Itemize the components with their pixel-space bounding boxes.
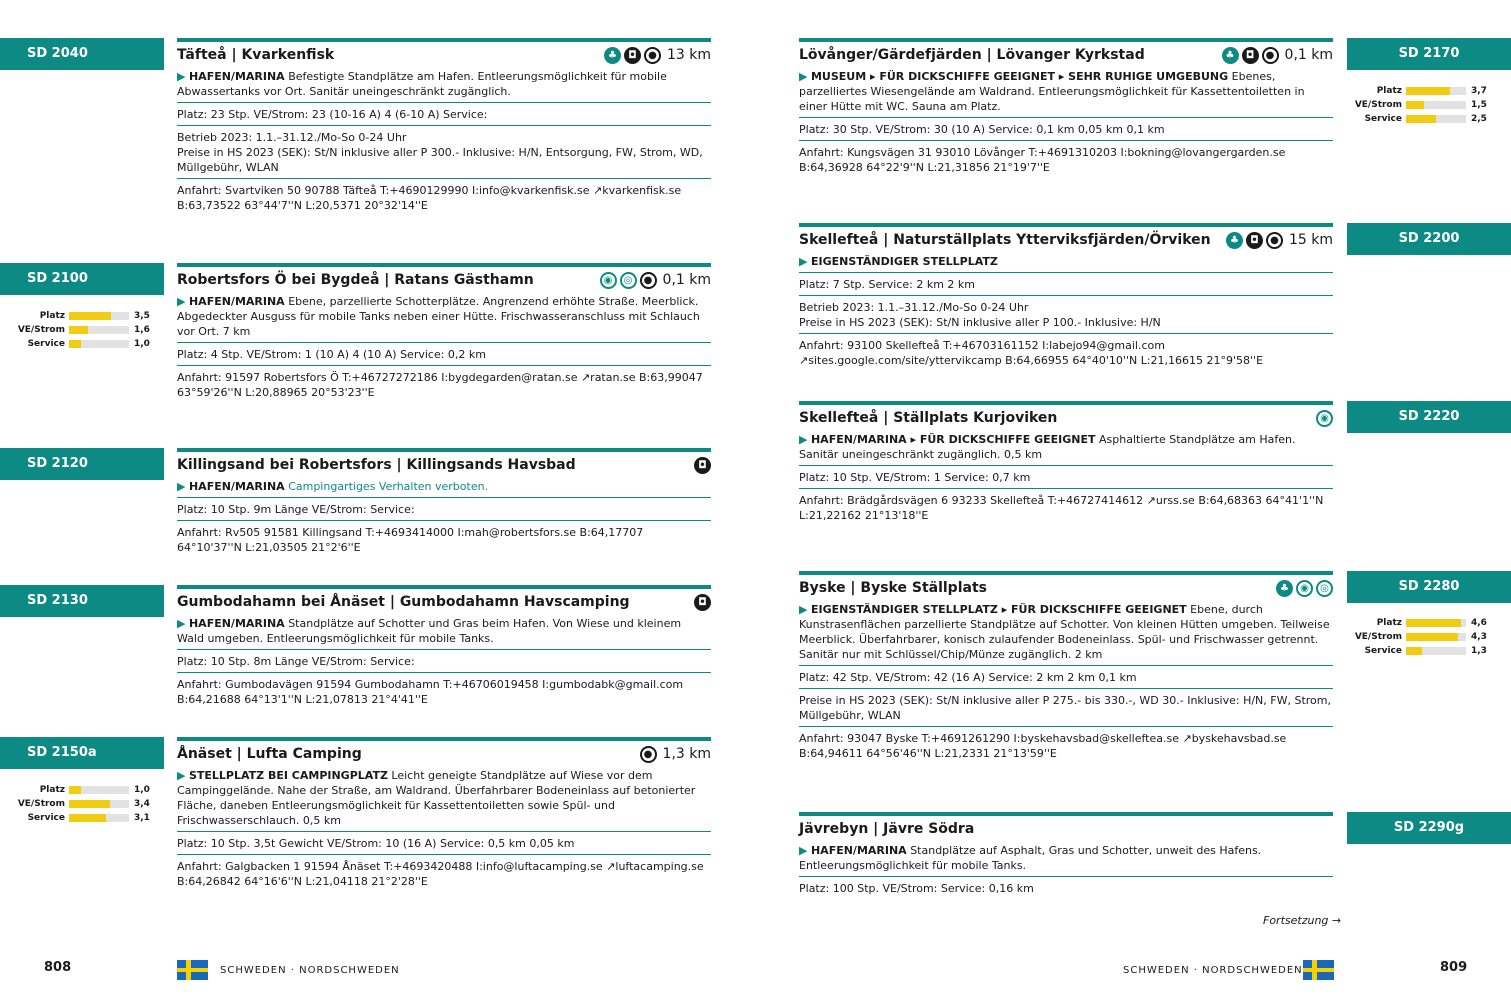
rating-fill [1406,115,1436,123]
entry-sd2220: Skellefteå | Ställplats Kurjoviken ◉ ▶ HAFEN/MARINA ▸ FÜR DICKSCHIFFE GEEIGNET Asphaltierte Standplätze am Hafen. Sanitär uneingeschränkt zugänglich. 0,5 km Platz: 10 Stp. VE/Strom: 1 Service: 0,7 km Anfahrt: Brädgårdsvägen 6 93233 Skellefteå T:+46727414612 ↗urss.se B:64,68363 64°41'1''N L:21,22162 21°13'18''E [799,401,1333,526]
leaf-icon: ♣ [1226,232,1243,249]
entry-anfahrt: Anfahrt: Galgbacken 1 91594 Ånäset T:+4693420488 I:info@luftacamping.se ↗luftacamping.se B:64,26842 64°16'6''N L:21,04118 21°2'28''E [177,860,704,888]
site-code: SD 2280 [1347,571,1511,603]
entry-platz: Platz: 42 Stp. VE/Strom: 42 (16 A) Service: 2 km 2 km 0,1 km [799,671,1137,684]
rating-value: 1,0 [134,785,150,795]
entry-description: Ebene, parzellierte Schotterplätze. Angrenzend erhöhte Straße. Meerblick. Abgedeckter Ausguss für mobile Tanks neben einer Hütte. Frischwasseranschluss mit Schlauch vor Ort. 7 km [177,295,700,338]
footer-left: SCHWEDEN · NORDSCHWEDEN [220,965,400,976]
entry-tags: HAFEN/MARINA ▸ FÜR DICKSCHIFFE GEEIGNET [810,433,1096,446]
rating-label: Service [27,339,65,349]
rating-fill [69,312,111,320]
entry-title: Skellefteå | Naturställplats Ytterviksfjärden/Örviken [799,232,1211,248]
entry-anfahrt: Anfahrt: Brädgårdsvägen 6 93233 Skellefteå T:+46727414612 ↗urss.se B:64,68363 64°41'1''N L:21,22162 21°13'18''E [799,494,1324,522]
site-code: SD 2120 [0,448,164,480]
entry-tags: HAFEN/MARINA [188,480,285,493]
rating-fill [69,800,110,808]
rating-label: Service [1364,114,1402,124]
leaf-icon: ♣ [1222,47,1239,64]
entry-anfahrt: Anfahrt: Rv505 91581 Killingsand T:+4693414000 I:mah@robertsfors.se B:64,17707 64°10'37''N L:21,03505 21°2'6''E [177,526,644,554]
entry-tags: EIGENSTÄNDIGER STELLPLATZ ▸ FÜR DICKSCHIFFE GEEIGNET [810,603,1187,616]
site-code: SD 2040 [0,38,164,70]
campervan-icon: ◘ [1246,232,1263,249]
rating-fill [1406,87,1450,95]
sweden-flag-icon [1303,960,1334,980]
page-number-right: 809 [1440,960,1468,975]
rating-label: VE/Strom [17,325,65,335]
entry-preise: Preise in HS 2023 (SEK): St/N inklusive aller P 100.- Inklusive: H/N [799,316,1161,329]
rating-fill [1406,633,1458,641]
entry-title: Killingsand bei Robertsfors | Killingsands Havsbad [177,457,576,473]
entry-preise: Preise in HS 2023 (SEK): St/N inklusive aller P 300.- Inklusive: H/N, Entsorgung, FW, Strom, WD, Müllgebühr, WLAN [177,146,703,174]
campervan-icon: ◘ [694,594,711,611]
target-icon: ● [644,47,661,64]
entry-anfahrt: Anfahrt: 93100 Skellefteå T:+46703161152 I:labejo94@gmail.com ↗sites.google.com/site/yttervikcamp B:64,66955 64°40'10''N L:21,16615 21°9'58''E [799,339,1264,367]
entry-description: Befestigte Standplätze am Hafen. Entleerungsmöglichkeit für mobile Abwassertanks vor Ort. Sanitär uneingeschränkt zugänglich. [177,70,667,98]
site-code: SD 2290g [1347,812,1511,844]
rating-value: 3,5 [134,311,150,321]
rating-label: Service [27,813,65,823]
rating-label: Platz [39,311,65,321]
rating-label: Service [1364,646,1402,656]
continuation-note: Fortsetzung → [1263,914,1342,927]
rating-sd2150a [0,783,154,825]
campervan-icon: ◘ [624,47,641,64]
entry-title: Jävrebyn | Jävre Södra [799,821,975,837]
rating-label: VE/Strom [1354,632,1402,642]
rating-sd2100 [0,309,154,351]
target-icon: ● [640,272,657,289]
rating-fill [1406,101,1424,109]
rating-fill [69,326,88,334]
badge-icon: ◎ [620,272,637,289]
rating-fill [69,786,81,794]
rating-fill [69,340,81,348]
entry-title: Lövånger/Gärdefjärden | Lövanger Kyrkstad [799,47,1145,63]
rating-label: Platz [1376,618,1402,628]
target-icon: ● [1266,232,1283,249]
entry-platz: Platz: 10 Stp. 9m Länge VE/Strom: Service: [177,503,415,516]
entry-description: Ebenes, parzelliertes Wiesengelände am Waldrand. Entleerungsmöglichkeit für Kassettentoiletten in einer Hütte mit WC. Sauna am Platz. [799,70,1305,113]
entry-anfahrt: Anfahrt: Svartviken 50 90788 Täfteå T:+4690129990 I:info@kvarkenfisk.se ↗kvarkenfisk.se B:63,73522 63°44'7''N L:20,5371 20°32'14''E [177,184,682,212]
rating-value: 1,6 [134,325,150,335]
rating-sd2170 [1337,84,1491,126]
entry-tags: HAFEN/MARINA [188,70,285,83]
rating-value: 1,0 [134,339,150,349]
entry-platz: Platz: 10 Stp. 3,5t Gewicht VE/Strom: 10 (16 A) Service: 0,5 km 0,05 km [177,837,575,850]
site-code: SD 2100 [0,263,164,295]
rating-value: 3,1 [134,813,150,823]
target-icon: ● [640,746,657,763]
entry-sd2150a: Ånäset | Lufta Camping ● 1,3 km ▶ STELLPLATZ BEI CAMPINGPLATZ Leicht geneigte Standplätze auf Wiese vor dem Campinggelände. Nahe der Straße, am Waldrand. Überfahrbarer Bodeneinlass auf betonierter Fläche, daneben Entleerungsmöglichkeit für Kassettentoiletten sowie Spül- und Frischwasserschlauch. 0,5 km Platz: 10 Stp. 3,5t Gewicht VE/Strom: 10 (16 A) Service: 0,5 km 0,05 km Anfahrt: Galgbacken 1 91594 Ånäset T:+4693420488 I:info@luftacamping.se ↗luftacamping.se B:64,26842 64°16'6''N L:21,04118 21°2'28''E [177,737,711,892]
entry-anfahrt: Anfahrt: 91597 Robertsfors Ö T:+46727272186 I:bygdegarden@ratan.se ↗ratan.se B:63,99047 63°59'26''N L:20,88965 20°53'23''E [177,371,703,399]
leaf-icon: ♣ [604,47,621,64]
campervan-icon: ◘ [694,457,711,474]
entry-tags: EIGENSTÄNDIGER STELLPLATZ [810,255,998,268]
entry-title: Ånäset | Lufta Camping [177,746,362,762]
entry-anfahrt: Anfahrt: Gumbodavägen 91594 Gumbodahamn T:+46706019458 I:gumbodabk@gmail.com B:64,21688 64°13'1''N L:21,07813 21°4'41''E [177,678,684,706]
badge-icon: ◎ [1316,580,1333,597]
rating-value: 1,3 [1471,646,1487,656]
entry-description: Leicht geneigte Standplätze auf Wiese vor dem Campinggelände. Nahe der Straße, am Waldrand. Überfahrbarer Bodeneinlass auf betonierter Fläche, daneben Entleerungsmöglichkeit für Kassettentoiletten sowie Spül- und Frischwasserschlauch. 0,5 km [177,769,696,827]
entry-betrieb: Betrieb 2023: 1.1.–31.12./Mo-So 0-24 Uhr [177,131,407,144]
site-code: SD 2170 [1347,38,1511,70]
entry-title: Gumbodahamn bei Ånäset | Gumbodahamn Havscamping [177,594,630,610]
entry-preise: Preise in HS 2023 (SEK): St/N inklusive aller P 275.- bis 330.-, WD 30.- Inklusive: H/N, FW, Strom, Müllgebühr, WLAN [799,694,1331,722]
entry-platz: Platz: 10 Stp. 8m Länge VE/Strom: Service: [177,655,415,668]
rating-label: VE/Strom [17,799,65,809]
entry-title: Robertsfors Ö bei Bygdeå | Ratans Gästhamn [177,272,534,288]
rating-label: Platz [1376,86,1402,96]
entry-description: Standplätze auf Asphalt, Gras und Schotter, unweit des Hafens. Entleerungsmöglichkeit für mobile Tanks. [799,844,1262,872]
entry-tags: STELLPLATZ BEI CAMPINGPLATZ [188,769,388,782]
site-code: SD 2200 [1347,223,1511,255]
rating-fill [1406,619,1461,627]
entry-tags: MUSEUM ▸ FÜR DICKSCHIFFE GEEIGNET ▸ SEHR RUHIGE UMGEBUNG [810,70,1229,83]
entry-sd2120: Killingsand bei Robertsfors | Killingsands Havsbad ◘ ▶ HAFEN/MARINA Campingartiges Verhalten verboten. Platz: 10 Stp. 9m Länge VE/Strom: Service: Anfahrt: Rv505 91581 Killingsand T:+4693414000 I:mah@robertsfors.se B:64,17707 64°10'37''N L:21,03505 21°2'6''E [177,448,711,558]
eye-icon: ◉ [600,272,617,289]
entry-betrieb: Betrieb 2023: 1.1.–31.12./Mo-So 0-24 Uhr [799,301,1029,314]
entry-description: Ebene, durch Kunstrasenflächen parzellierte Standplätze auf Schotter. Von kleinen Hütten umgeben. Teilweise Meerblick. Überfahrbarer, konisch zulaufender Bodeneinlass. Spül- und Frischwasser getrennt. Sanitär nur mit Schlüssel/Chip/Münze zugänglich. 2 km [799,603,1330,661]
entry-platz: Platz: 10 Stp. VE/Strom: 1 Service: 0,7 km [799,471,1031,484]
distance: 1,3 km [662,746,711,762]
entry-tags: HAFEN/MARINA [810,844,907,857]
distance: 15 km [1288,232,1333,248]
campervan-icon: ◘ [1242,47,1259,64]
entry-platz: Platz: 4 Stp. VE/Strom: 1 (10 A) 4 (10 A) Service: 0,2 km [177,348,487,361]
site-code: SD 2150a [0,737,164,769]
site-code: SD 2220 [1347,401,1511,433]
entry-anfahrt: Anfahrt: Kungsvägen 31 93010 Lövånger T:+4691310203 I:bokning@lovangergarden.se B:64,36928 64°22'9''N L:21,31856 21°19'7''E [799,146,1286,174]
sweden-flag-icon [177,960,208,980]
entry-tags: HAFEN/MARINA [188,295,285,308]
entry-platz: Platz: 23 Stp. VE/Strom: 23 (10-16 A) 4 (6-10 A) Service: [177,108,488,121]
entry-title: Byske | Byske Ställplats [799,580,987,596]
rating-value: 1,5 [1471,100,1487,110]
rating-value: 4,6 [1471,618,1487,628]
entry-sd2040: Täfteå | Kvarkenfisk ♣ ◘ ● 13 km ▶ HAFEN/MARINA Befestigte Standplätze am Hafen. Entleerungsmöglichkeit für mobile Abwassertanks vor Ort. Sanitär uneingeschränkt zugänglich. Platz: 23 Stp. VE/Strom: 23 (10-16 A) 4 (6-10 A) Service: Betrieb 2023: 1.1.–31.12./Mo-So 0-24 Uhr Preise in HS 2023 (SEK): St/N inklusive aller P 300.- Inklusive: H/N, Entsorgung, FW, Strom, WD, Müllgebühr, WLAN Anfahrt: Svartviken 50 90788 Täfteå T:+4690129990 I:info@kvarkenfisk.se ↗kvarkenfisk.se B:63,73522 63°44'7''N L:20,5371 20°32'14''E [177,38,711,216]
entry-title: Täfteå | Kvarkenfisk [177,47,335,63]
entry-tags: HAFEN/MARINA [188,617,285,630]
rating-fill [69,814,106,822]
entry-description: Campingartiges Verhalten verboten. [288,480,489,493]
target-icon: ● [1262,47,1279,64]
entry-sd2130: Gumbodahamn bei Ånäset | Gumbodahamn Havscamping ◘ ▶ HAFEN/MARINA Standplätze auf Schotter und Gras beim Hafen. Von Wiese und kleinem Wald umgeben. Entleerungsmöglichkeit für mobile Tanks. Platz: 10 Stp. 8m Länge VE/Strom: Service: Anfahrt: Gumbodavägen 91594 Gumbodahamn T:+46706019458 I:gumbodabk@gmail.com B:64,21688 64°13'1''N L:21,07813 21°4'41''E [177,585,711,710]
distance: 0,1 km [1284,47,1333,63]
rating-label: Platz [39,785,65,795]
rating-value: 3,4 [134,799,150,809]
footer-right: SCHWEDEN · NORDSCHWEDEN [1123,965,1303,976]
entry-sd2290g: Jävrebyn | Jävre Södra ▶ HAFEN/MARINA Standplätze auf Asphalt, Gras und Schotter, unweit des Hafens. Entleerungsmöglichkeit für mobile Tanks. Platz: 100 Stp. VE/Strom: Service: 0,16 km [799,812,1333,899]
entry-anfahrt: Anfahrt: 93047 Byske T:+4691261290 I:byskehavsbad@skelleftea.se ↗byskehavsbad.se B:64,94611 64°56'46''N L:21,2331 21°13'59''E [799,732,1287,760]
entry-description: Standplätze auf Schotter und Gras beim Hafen. Von Wiese und kleinem Wald umgeben. Entleerungsmöglichkeit für mobile Tanks. [177,617,682,645]
distance: 13 km [666,47,711,63]
rating-fill [1406,647,1422,655]
entry-title: Skellefteå | Ställplats Kurjoviken [799,410,1058,426]
entry-description: Asphaltierte Standplätze am Hafen. Sanitär uneingeschränkt zugänglich. 0,5 km [799,433,1296,461]
eye-icon: ◉ [1296,580,1313,597]
entry-sd2280: Byske | Byske Ställplats ♣ ◉ ◎ ▶ EIGENSTÄNDIGER STELLPLATZ ▸ FÜR DICKSCHIFFE GEEIGNET Ebene, durch Kunstrasenflächen parzellierte Standplätze auf Schotter. Von kleinen Hütten umgeben. Teilweise Meerblick. Überfahrbarer, konisch zulaufender Bodeneinlass. Spül- und Frischwasser getrennt. Sanitär nur mit Schlüssel/Chip/Münze zugänglich. 2 km Platz: 42 Stp. VE/Strom: 42 (16 A) Service: 2 km 2 km 0,1 km Preise in HS 2023 (SEK): St/N inklusive aller P 275.- bis 330.-, WD 30.- Inklusive: H/N, FW, Strom, Müllgebühr, WLAN Anfahrt: 93047 Byske T:+4691261290 I:byskehavsbad@skelleftea.se ↗byskehavsbad.se B:64,94611 64°56'46''N L:21,2331 21°13'59''E [799,571,1333,764]
rating-value: 4,3 [1471,632,1487,642]
eye-icon: ◉ [1316,410,1333,427]
entry-platz: Platz: 7 Stp. Service: 2 km 2 km [799,278,975,291]
page-number-left: 808 [44,960,72,975]
site-code: SD 2130 [0,585,164,617]
entry-sd2200: Skellefteå | Naturställplats Ytterviksfjärden/Örviken ♣ ◘ ● 15 km ▶ EIGENSTÄNDIGER STELLPLATZ Platz: 7 Stp. Service: 2 km 2 km Betrieb 2023: 1.1.–31.12./Mo-So 0-24 Uhr Preise in HS 2023 (SEK): St/N inklusive aller P 100.- Inklusive: H/N Anfahrt: 93100 Skellefteå T:+46703161152 I:labejo94@gmail.com ↗sites.google.com/site/yttervikcamp B:64,66955 64°40'10''N L:21,16615 21°9'58''E [799,223,1333,371]
rating-value: 2,5 [1471,114,1487,124]
entry-sd2100: Robertsfors Ö bei Bygdeå | Ratans Gästhamn ◉ ◎ ● 0,1 km ▶ HAFEN/MARINA Ebene, parzellierte Schotterplätze. Angrenzend erhöhte Straße. Meerblick. Abgedeckter Ausguss für mobile Tanks neben einer Hütte. Frischwasseranschluss mit Schlauch vor Ort. 7 km Platz: 4 Stp. VE/Strom: 1 (10 A) 4 (10 A) Service: 0,2 km Anfahrt: 91597 Robertsfors Ö T:+46727272186 I:bygdegarden@ratan.se ↗ratan.se B:63,99047 63°59'26''N L:20,88965 20°53'23''E [177,263,711,403]
entry-sd2170: Lövånger/Gärdefjärden | Lövanger Kyrkstad ♣ ◘ ● 0,1 km ▶ MUSEUM ▸ FÜR DICKSCHIFFE GEEIGNET ▸ SEHR RUHIGE UMGEBUNG Ebenes, parzelliertes Wiesengelände am Waldrand. Entleerungsmöglichkeit für Kassettentoiletten in einer Hütte mit WC. Sauna am Platz. Platz: 30 Stp. VE/Strom: 30 (10 A) Service: 0,1 km 0,05 km 0,1 km Anfahrt: Kungsvägen 31 93010 Lövånger T:+4691310203 I:bokning@lovangergarden.se B:64,36928 64°22'9''N L:21,31856 21°19'7''E [799,38,1333,178]
entry-platz: Platz: 30 Stp. VE/Strom: 30 (10 A) Service: 0,1 km 0,05 km 0,1 km [799,123,1165,136]
leaf-icon: ♣ [1276,580,1293,597]
rating-value: 3,7 [1471,86,1487,96]
rating-sd2280 [1337,616,1491,658]
distance: 0,1 km [662,272,711,288]
entry-platz: Platz: 100 Stp. VE/Strom: Service: 0,16 km [799,882,1034,895]
rating-label: VE/Strom [1354,100,1402,110]
